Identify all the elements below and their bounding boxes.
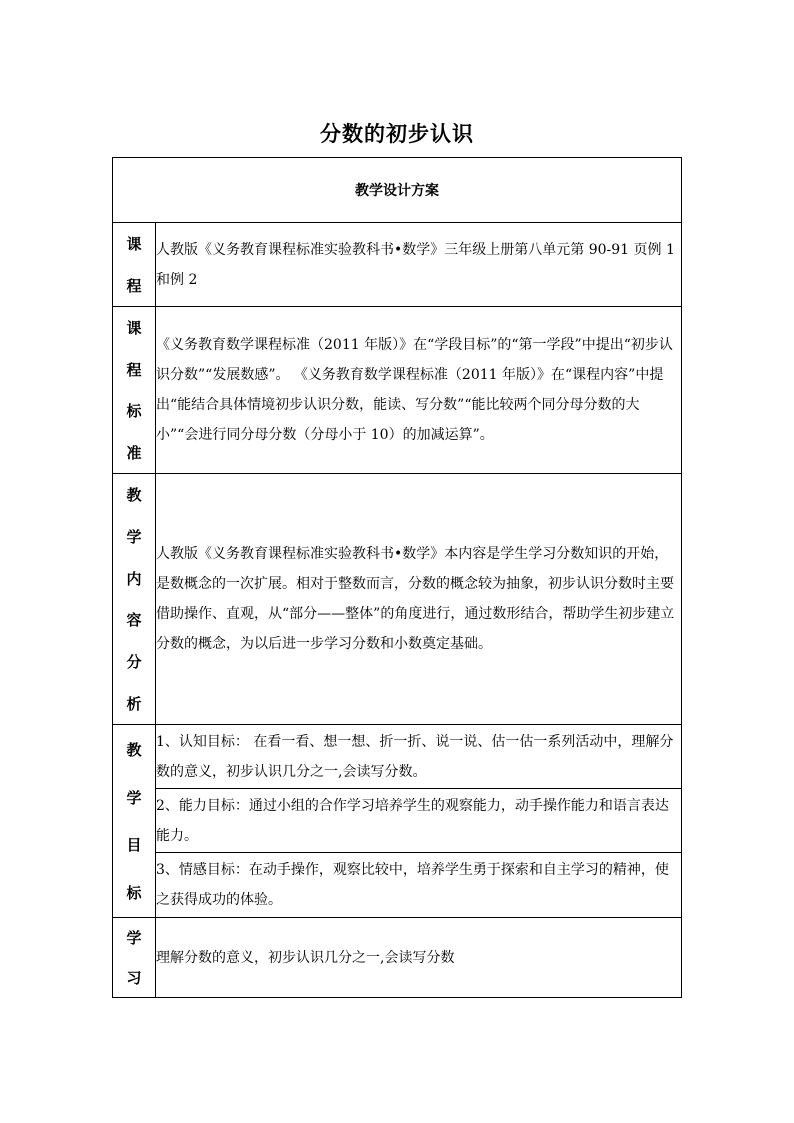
row-label-teaching-goals bbox=[113, 725, 156, 918]
goal-ability: 2、能力目标：通过小组的合作学习培养学生的观察能力，动手操作能力和语言表达能力。 bbox=[156, 789, 682, 853]
label-char: 课 bbox=[126, 319, 142, 338]
table-row bbox=[113, 307, 682, 474]
label-char: 课 bbox=[126, 235, 142, 254]
table-row bbox=[113, 223, 682, 307]
label-char: 标 bbox=[126, 402, 142, 421]
label-char: 学 bbox=[126, 527, 142, 546]
row-content-curriculum-standard: 《义务教育数学课程标准（2011 年版）》在“学段目标”的“第一学段”中提出“初步认识分数”“发展数感”。 《义务教育数学课程标准（2011 年版）》在“课程内容”中提出“能结合具体情境初步认识分数，能读、写分数”“能比较两个同分母分数的大小”“会进行同分母分数（分母小于 10）的加减运算”。 bbox=[156, 307, 682, 474]
table-header: 教学设计方案 bbox=[113, 158, 682, 223]
label-char: 学 bbox=[126, 929, 142, 948]
goal-emotion: 3、情感目标：在动手操作，观察比较中，培养学生勇于探索和自主学习的精神，使之获得成功的体验。 bbox=[156, 853, 682, 918]
table-row bbox=[113, 789, 682, 853]
label-char: 准 bbox=[126, 443, 142, 462]
goal-cognitive: 1、认知目标： 在看一看、想一想、折一折、说一说、估一估一系列活动中，理解分数的意义，初步认识几分之一,会读写分数。 bbox=[156, 725, 682, 789]
table-row bbox=[113, 853, 682, 918]
row-label-curriculum-standard bbox=[113, 307, 156, 474]
label-char: 教 bbox=[126, 486, 142, 505]
row-content-course: 人教版《义务教育课程标准实验教科书•数学》三年级上册第八单元第 90-91 页例 1 和例 2 bbox=[156, 223, 682, 307]
document-title: 分数的初步认识 bbox=[320, 121, 474, 146]
table-row bbox=[113, 918, 682, 998]
label-char: 程 bbox=[126, 360, 142, 379]
row-content-learning: 理解分数的意义，初步认识几分之一,会读写分数 bbox=[156, 918, 682, 998]
row-label-course bbox=[113, 223, 156, 307]
label-char: 分 bbox=[126, 652, 142, 671]
label-char: 学 bbox=[126, 788, 142, 807]
label-char: 教 bbox=[126, 741, 142, 760]
label-char: 目 bbox=[126, 836, 142, 855]
table-header-row bbox=[113, 158, 682, 223]
row-label-content-analysis bbox=[113, 474, 156, 725]
table-row bbox=[113, 474, 682, 725]
label-char: 程 bbox=[126, 276, 142, 295]
table-row bbox=[113, 725, 682, 789]
row-label-learning bbox=[113, 918, 156, 998]
label-char: 内 bbox=[126, 569, 142, 588]
lesson-plan-table bbox=[112, 157, 682, 998]
label-char: 析 bbox=[126, 694, 142, 713]
label-char: 标 bbox=[126, 883, 142, 902]
row-content-content-analysis: 人教版《义务教育课程标准实验教科书•数学》本内容是学生学习分数知识的开始，是数概念的一次扩展。相对于整数而言，分数的概念较为抽象，初步认识分数时主要借助操作、直观，从“部分——整体”的角度进行，通过数形结合，帮助学生初步建立分数的概念，为以后进一步学习分数和小数奠定基础。 bbox=[156, 474, 682, 725]
label-char: 容 bbox=[126, 611, 142, 630]
label-char: 习 bbox=[126, 968, 142, 987]
